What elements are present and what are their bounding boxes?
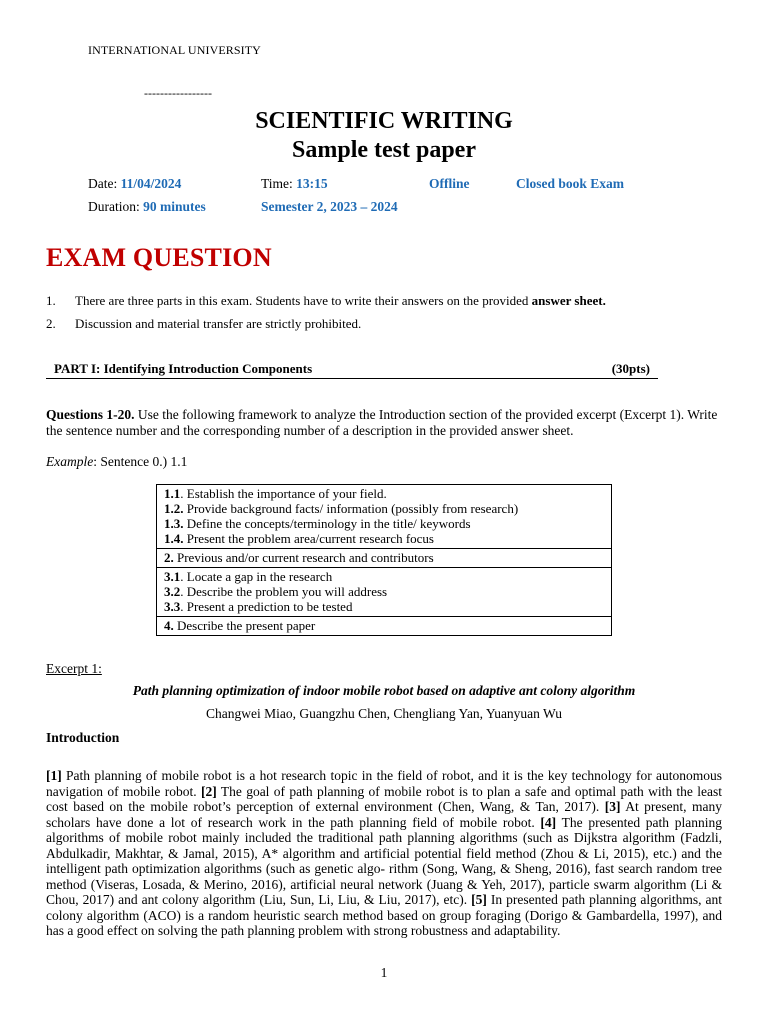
paper-authors: Changwei Miao, Guangzhu Chen, Chengliang Yan, Yuanyuan Wu	[205, 706, 563, 721]
framework-code: 3.1	[164, 569, 181, 584]
rule-text-main: There are three parts in this exam. Students have to write their answers on the provided	[75, 293, 532, 308]
sentence-marker: [3]	[604, 799, 621, 814]
sentence-text: The presented path planning algorithms of mobile robot mainly included the traditional path planning algorithms (such as Dijkstra algorithm (Fadzli, Abdulkadir, Makhtar, & Jamal, 2015), A* algorithm and artificial potential field method (Zhou & Li, 2015), etc.) and the intelligent path optimization algorithms (such as genetic algo- rithm (Song, Wang, & Sheng, 2016), fast search random tree method (Viseras, Losada, & Merino, 2016), artificial neural network (Juang & Yeh, 2017), particle swarm algorithm (Li & Chou, 2017) and ant colony algorithm (Liu, Sun, Li, Liu, & Liu, 2017), etc).	[46, 814, 722, 907]
page-number: 1	[380, 965, 388, 980]
framework-section	[157, 617, 611, 635]
date-value: 11/04/2024	[120, 176, 182, 191]
sentence-text: Path planning of mobile robot is a hot research topic in the field of robot, and it is the key technology for autonomous navigation of mobile robot.	[46, 768, 722, 799]
exam-time	[261, 176, 328, 192]
time-label: Time:	[261, 176, 297, 191]
framework-row	[164, 618, 605, 633]
rule-number: 2.	[46, 316, 56, 331]
time-value: 13:15	[296, 176, 328, 191]
framework-row	[164, 550, 605, 565]
exam-duration	[88, 199, 206, 215]
exam-question-heading: EXAM QUESTION	[46, 243, 272, 272]
exam-type: Closed book Exam	[516, 176, 625, 191]
duration-label: Duration:	[88, 199, 144, 214]
exam-date	[88, 176, 181, 192]
questions-instructions	[46, 407, 726, 438]
part1-points: (30pts)	[611, 361, 650, 376]
framework-text: Previous and/or current research and contributors	[173, 550, 434, 565]
exam-mode: Offline	[429, 176, 470, 191]
excerpt-label: Excerpt 1:	[46, 661, 102, 676]
framework-text: . Establish the importance of your field.	[180, 486, 387, 501]
framework-code: 1.4.	[164, 531, 184, 546]
framework-text: Provide background facts/ information (possibly from research)	[183, 501, 519, 516]
rule-text-bold: answer sheet.	[531, 293, 606, 308]
framework-code: 3.2	[164, 584, 181, 599]
framework-text: Describe the present paper	[173, 618, 316, 633]
framework-row	[164, 531, 605, 546]
framework-code: 1.2.	[164, 501, 184, 516]
introduction-heading: Introduction	[46, 730, 120, 745]
framework-row	[164, 486, 605, 501]
framework-section	[157, 485, 611, 549]
document-title: SCIENTIFIC WRITING	[255, 108, 513, 134]
date-label: Date:	[88, 176, 121, 191]
framework-text: Present the problem area/current research focus	[183, 531, 434, 546]
sentence-text: The goal of path planning of mobile robot is to plan a safe and optimal path with the least cost based on the mobile robot’s perception of external environment (Chen, Wang, & Tan, 2017).	[46, 783, 722, 814]
questions-text: Use the following framework to analyze the Introduction section of the provided excerpt (Excerpt 1). Write the sentence number and the corresponding number of a description in the provided answer sheet.	[46, 407, 718, 438]
sentence-marker: [4]	[540, 814, 557, 830]
rule-text: Discussion and material transfer are strictly prohibited.	[75, 316, 362, 331]
framework-section	[157, 568, 611, 617]
document-subtitle: Sample test paper	[292, 137, 476, 163]
introduction-paragraph	[46, 768, 722, 939]
framework-table	[156, 484, 612, 636]
framework-row	[164, 599, 605, 614]
separator-dashes: -----------------	[144, 86, 212, 100]
sentence-marker: [1]	[46, 768, 62, 783]
framework-row	[164, 501, 605, 516]
duration-value: 90 minutes	[143, 199, 206, 214]
sentence-marker: [2]	[201, 783, 217, 799]
university-name: INTERNATIONAL UNIVERSITY	[88, 43, 261, 57]
framework-code: 1.1	[164, 486, 181, 501]
framework-text: . Describe the problem you will address	[180, 584, 388, 599]
framework-row	[164, 569, 605, 584]
framework-code: 3.3	[164, 599, 181, 614]
example-line	[46, 454, 187, 470]
exam-semester: Semester 2, 2023 – 2024	[261, 199, 398, 214]
rule-number: 1.	[46, 293, 56, 308]
paper-title: Path planning optimization of indoor mobile robot based on adaptive ant colony algorithm	[132, 683, 636, 698]
framework-code: 2.	[164, 550, 174, 565]
framework-code: 1.3.	[164, 516, 184, 531]
framework-row	[164, 584, 605, 599]
part1-header	[46, 361, 658, 379]
example-label: Example	[46, 454, 94, 469]
rule-text	[75, 293, 735, 309]
sentence-text: In presented path planning algorithms, ant colony algorithm (ACO) is a random heuristic search method based on group foraging (Dorigo & Gambardella, 1997), and has a good effect on solving the path planning problem with strong robustness and adaptability.	[46, 892, 722, 938]
framework-text: . Present a prediction to be tested	[180, 599, 353, 614]
sentence-text: At present, many scholars have done a lot of research work in the path planning field of mobile robot.	[46, 799, 722, 830]
framework-section	[157, 549, 611, 568]
part1-title: PART I: Identifying Introduction Components	[54, 361, 313, 376]
framework-text: . Locate a gap in the research	[180, 569, 333, 584]
framework-row	[164, 516, 605, 531]
sentence-marker: [5]	[471, 892, 487, 907]
questions-label: Questions 1-20.	[46, 407, 135, 422]
framework-text: Define the concepts/terminology in the title/ keywords	[183, 516, 471, 531]
framework-code: 4.	[164, 618, 174, 633]
example-text: : Sentence 0.) 1.1	[93, 454, 188, 469]
